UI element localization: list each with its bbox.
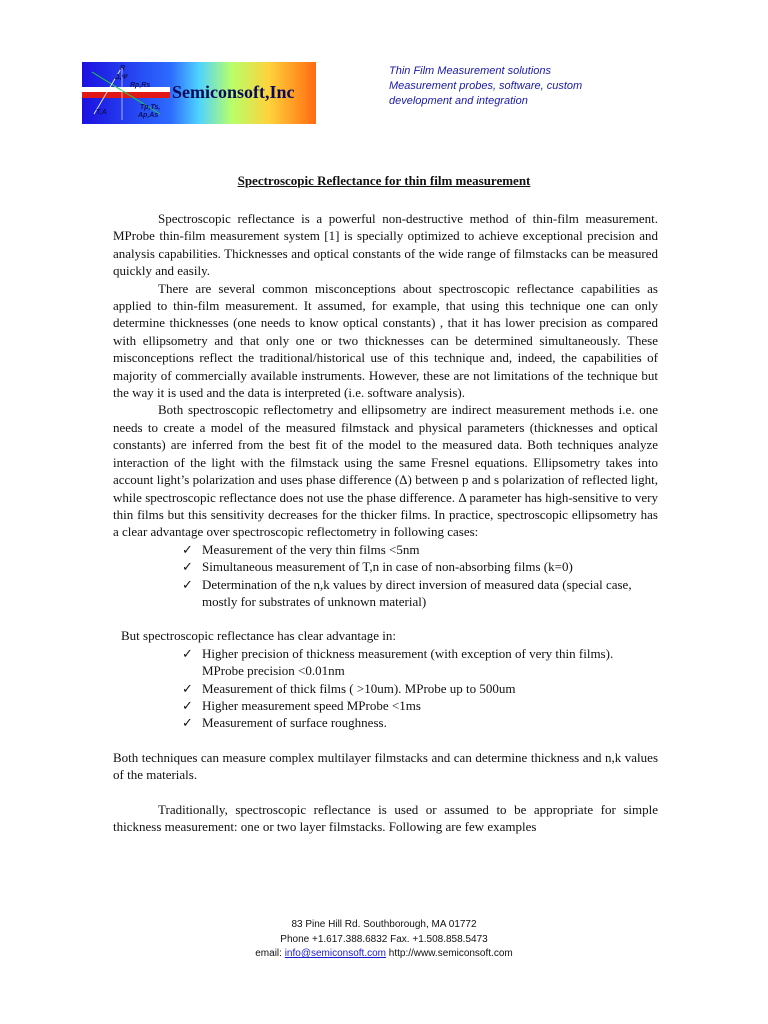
document-title: Spectroscopic Reflectance for thin film measurement bbox=[237, 173, 531, 188]
checkmark-icon: ✓ bbox=[182, 541, 193, 557]
page-footer bbox=[0, 918, 768, 962]
tagline-line-1: Thin Film Measurement solutions bbox=[389, 65, 552, 77]
ellipsometry-advantages-list bbox=[113, 541, 658, 611]
company-tagline bbox=[389, 64, 689, 109]
logo-symbol-rp-rs: Rp,Rs bbox=[130, 82, 151, 89]
logo-symbol-r: R bbox=[120, 65, 126, 72]
logo-symbol-t-a: T,A bbox=[96, 109, 107, 116]
logo-symbol-tp-ts: Tp,Ts, bbox=[140, 104, 161, 111]
reflectance-advantages-list bbox=[113, 645, 658, 732]
checkmark-icon: ✓ bbox=[182, 559, 193, 575]
checkmark-icon: ✓ bbox=[182, 576, 193, 592]
list-item: ✓ Simultaneous measurement of T,n in case of non-absorbing films (k=0) bbox=[182, 559, 573, 575]
paragraph-traditional: Traditionally, spectroscopic reflectance is used or assumed to be appropriate for simple thickness measurement: one or two layer filmstacks. Following are few examples bbox=[113, 801, 658, 834]
logo-symbol-delta-psi: Δ,Ψ bbox=[115, 74, 128, 81]
footer-phone: Phone +1.617.388.6832 Fax. +1.508.858.5473 bbox=[280, 933, 488, 945]
paragraph-comparison: Both spectroscopic reflectometry and ellipsometry are indirect measurement methods i.e. one needs to create a model of the measured filmstack and physical parameters (thicknesses and optical constants) are inferred from the best fit of the model to the measured data. Both techniques analyze interaction of the light with the filmstack using the same Fresnel equations. Ellipsometry takes into account light’s polarization and uses phase difference (Δ) between p and s polarization of reflected light, while spectroscopic reflectance does not use the phase difference. Δ parameter has high-sensitive to very thin films but this sensitivity decreases for the thicker films. In practice, spectroscopic ellipsometry has a clear advantage over spectroscopic reflectometry in following cases: bbox=[113, 402, 658, 540]
footer-address: 83 Pine Hill Rd. Southborough, MA 01772 bbox=[291, 919, 477, 930]
website-link[interactable]: http://www.semiconsoft.com bbox=[386, 948, 513, 959]
list-item: ✓ Measurement of the very thin films <5nm bbox=[182, 541, 420, 557]
document-body bbox=[113, 210, 658, 835]
footer-contact bbox=[0, 947, 768, 962]
list-item: ✓ Measurement of surface roughness. bbox=[182, 715, 387, 731]
paragraph-misconceptions: There are several common misconceptions about spectroscopic reflectance capabilities as applied to thin-film measurement. It assumed, for example, that using this technique one can only determine thicknesses (one needs to know optical constants) , that it has lower precision as compared with ellipsometry and that only one or two thicknesses can be determined simultaneously. These misconceptions reflect the traditional/historical use of this technique and, indeed, the capabilities of majority of commercially available instruments. However, these are not limitations of the technique but the way it is used and the data is interpreted (i.e. software analysis). bbox=[113, 280, 658, 401]
email-label: email: bbox=[255, 948, 285, 959]
company-logo bbox=[82, 62, 316, 124]
paragraph-intro: Spectroscopic reflectance is a powerful non-destructive method of thin-film measurement. MProbe thin-film measurement system [1] is specially optimized to achieve exceptional precision and analysis capabilities. Thicknesses and optical constants of the wide range of filmstacks can be measured quickly and easily. bbox=[113, 211, 658, 279]
list-item: ✓ Determination of the n,k values by direct inversion of measured data (special case, mostly for substrates of unknown material) bbox=[182, 576, 632, 609]
checkmark-icon: ✓ bbox=[182, 697, 193, 713]
list-item: ✓ Measurement of thick films ( >10um). MProbe up to 500um bbox=[182, 680, 516, 696]
list-item: ✓ Higher precision of thickness measurement (with exception of very thin films). MProbe precision <0.01nm bbox=[182, 645, 614, 679]
paragraph-reflectance-advantage: But spectroscopic reflectance has clear advantage in: bbox=[121, 628, 397, 644]
list-item: ✓ Higher measurement speed MProbe <1ms bbox=[182, 697, 421, 713]
logo-symbol-ap-as: Ap,As bbox=[138, 112, 159, 119]
email-link[interactable]: info@semiconsoft.com bbox=[284, 948, 387, 959]
checkmark-icon: ✓ bbox=[182, 715, 193, 731]
company-name: Semiconsoft,Inc bbox=[172, 82, 295, 102]
checkmark-icon: ✓ bbox=[182, 645, 193, 661]
tagline-line-3: development and integration bbox=[389, 95, 528, 107]
paragraph-multilayer: Both techniques can measure complex multilayer filmstacks and can determine thickness and n,k values of the materials. bbox=[113, 749, 658, 783]
tagline-line-2: Measurement probes, software, custom bbox=[389, 80, 583, 92]
checkmark-icon: ✓ bbox=[182, 680, 193, 696]
